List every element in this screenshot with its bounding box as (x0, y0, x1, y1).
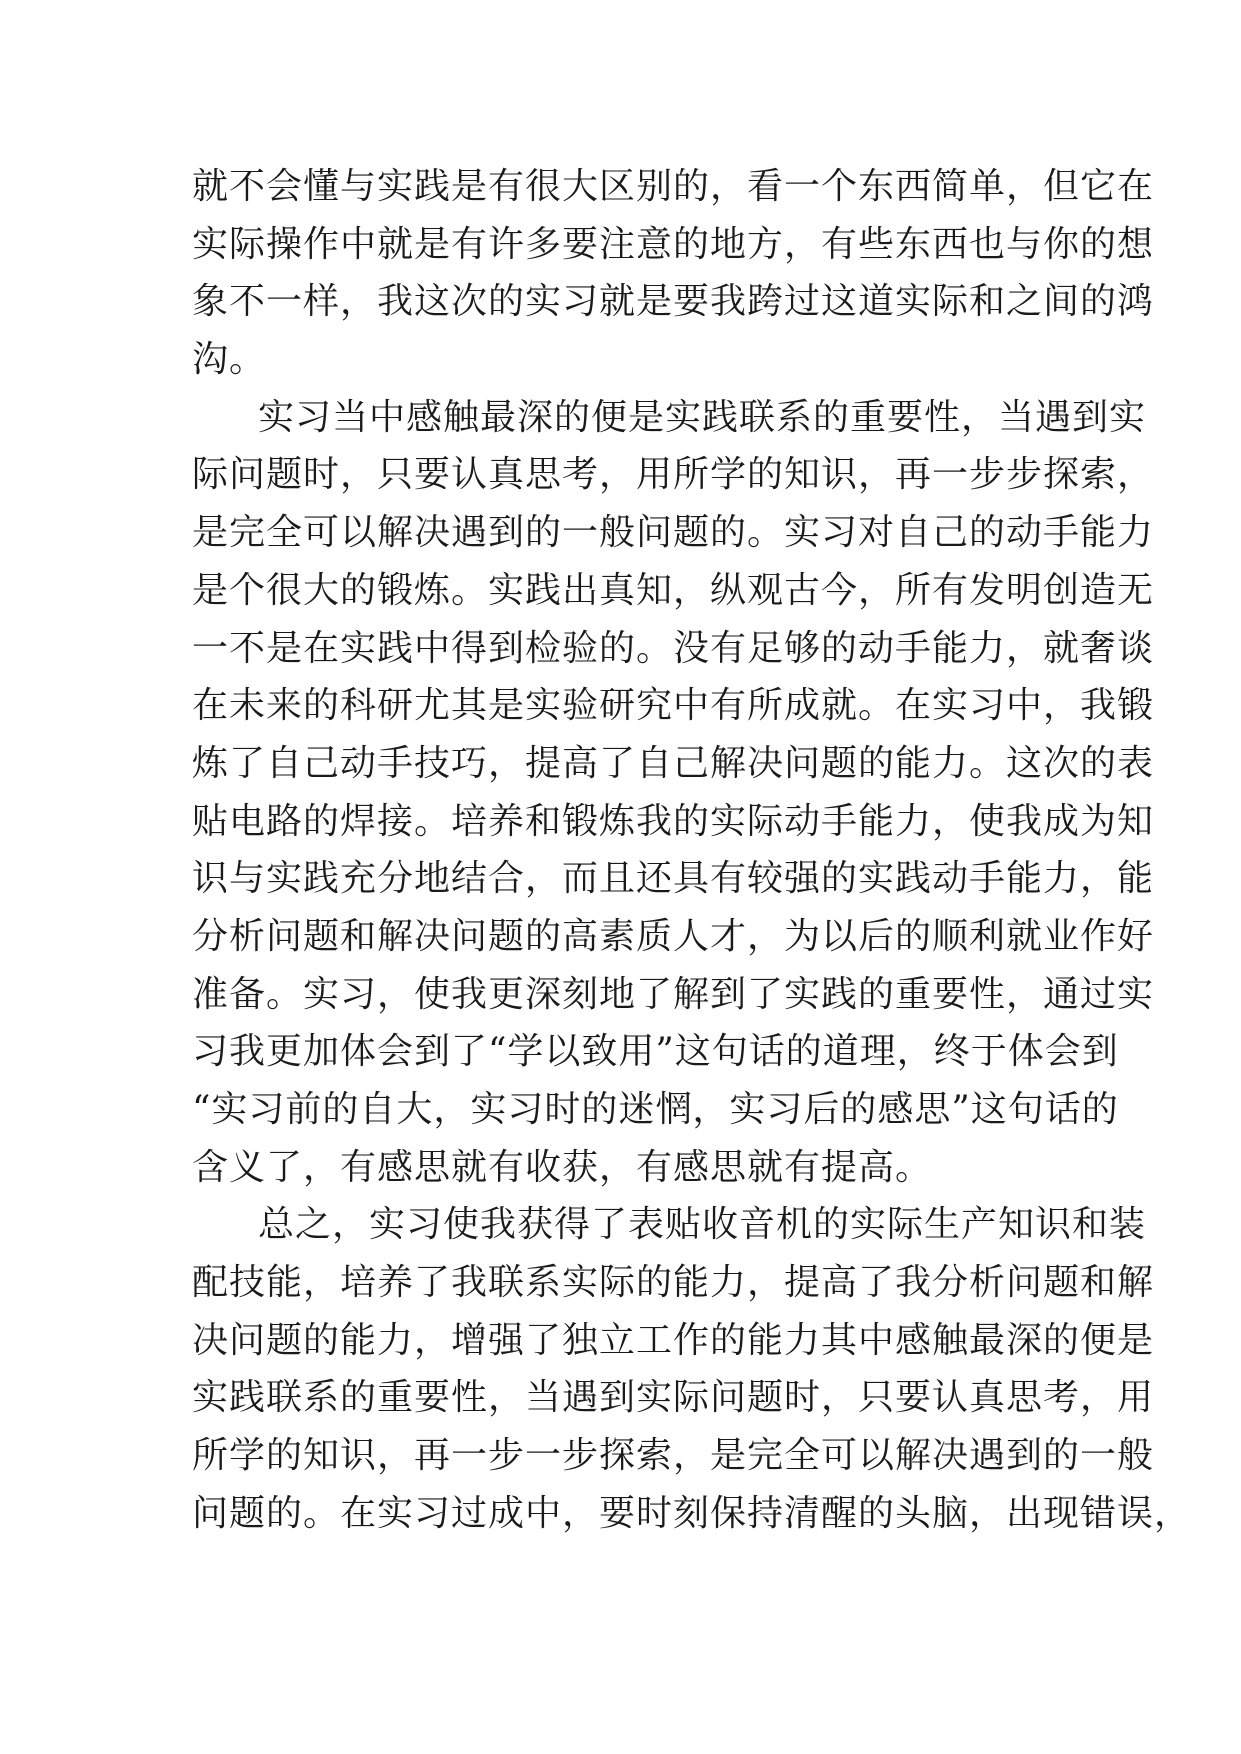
text-line: 实际操作中就是有许多要注意的地方，有些东西也与你的想 (192, 223, 1155, 265)
text-line: 是个很大的锻炼。实践出真知，纵观古今，所有发明创造无 (192, 569, 1155, 611)
text-line: 识与实践充分地结合，而且还具有较强的实践动手能力，能 (192, 858, 1155, 900)
text-line: 分析问题和解决问题的高素质人才，为以后的顺利就业作好 (192, 915, 1155, 957)
text-line: 实践联系的重要性，当遇到实际问题时，只要认真思考，用 (192, 1377, 1155, 1419)
paragraph-first-line: 总之，实习使我获得了表贴收音机的实际生产知识和装 (258, 1204, 1147, 1246)
text-line: 一不是在实践中得到检验的。没有足够的动手能力，就奢谈 (192, 627, 1155, 669)
paragraph-first-line: 实习当中感触最深的便是实践联系的重要性，当遇到实 (258, 396, 1147, 438)
text-line: 配技能，培养了我联系实际的能力，提高了我分析问题和解 (192, 1262, 1155, 1304)
text-line: 沟。 (192, 339, 267, 381)
text-line: 习我更加体会到了“学以致用”这句话的道理，终于体会到 (192, 1031, 1119, 1073)
text-line: 是完全可以解决遇到的一般问题的。实习对自己的动手能力 (192, 512, 1155, 554)
text-line: 在未来的科研尤其是实验研究中有所成就。在实习中，我锻 (192, 685, 1155, 727)
text-line: 际问题时，只要认真思考，用所学的知识，再一步步探索， (192, 454, 1155, 496)
text-line: 准备。实习，使我更深刻地了解到了实践的重要性，通过实 (192, 973, 1155, 1015)
text-line: 含义了，有感思就有收获，有感思就有提高。 (192, 1146, 933, 1188)
text-line: 决问题的能力，增强了独立工作的能力其中感触最深的便是 (192, 1319, 1155, 1361)
text-line: 问题的。在实习过成中，要时刻保持清醒的头脑，出现错误， (192, 1492, 1192, 1534)
text-line: 炼了自己动手技巧，提高了自己解决问题的能力。这次的表 (192, 742, 1155, 784)
text-line: “实习前的自大，实习时的迷惘，实习后的感思”这句话的 (192, 1089, 1119, 1130)
text-line: 所学的知识，再一步一步探索，是完全可以解决遇到的一般 (192, 1435, 1155, 1477)
text-line: 就不会懂与实践是有很大区别的，看一个东西简单，但它在 (192, 166, 1155, 207)
text-line: 贴电路的焊接。培养和锻炼我的实际动手能力，使我成为知 (192, 800, 1155, 842)
body-text (192, 158, 1192, 1543)
text-line: 象不一样，我这次的实习就是要我跨过这道实际和之间的鸿 (192, 281, 1155, 323)
